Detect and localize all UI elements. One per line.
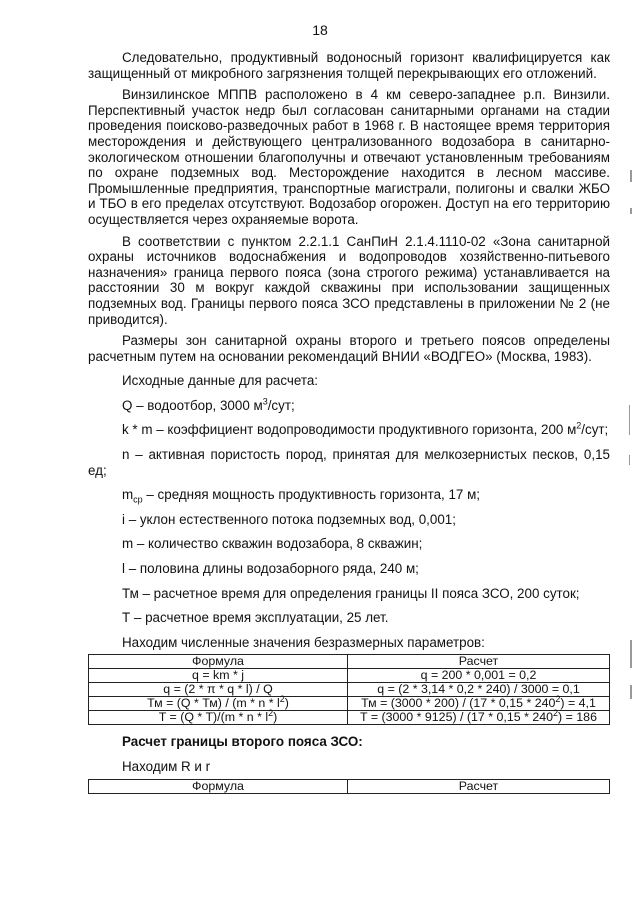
formula-cell: $T = (Q * T)/(m * n * l^2)$ (89, 711, 348, 725)
scan-mark (629, 455, 630, 465)
param-n: n – активная пористость пород, принятая для мелкозернистых песков, 0,15 ед; (88, 447, 610, 478)
formula-cell: Тм = (Q * Тм) / (m * n * $l^2$) (89, 697, 348, 711)
section-heading: Расчет границы второго пояса ЗСО: (122, 734, 363, 750)
scan-mark (630, 685, 632, 699)
r-calculation-table (88, 779, 610, 794)
header-formula: Формула (89, 779, 348, 793)
scan-mark (630, 640, 632, 668)
calculation-cell: Тм = $(3000 * 200) / (17 * 0,15 * 240^2) = 4,1$ (348, 697, 610, 711)
table-row (89, 669, 610, 683)
table-row (89, 711, 610, 725)
parameters-table (88, 654, 610, 725)
table-row (89, 683, 610, 697)
scan-mark (630, 170, 632, 182)
calculation-cell: q = (2 * 3,14 * 0,2 * 240) / 3000 = 0,1 (348, 683, 610, 697)
table-intro: Находим численные значения безразмерных параметров: (122, 634, 485, 650)
table-header-row (89, 655, 610, 669)
paragraph-protection: Следовательно, продуктивный водоносный горизонт квалифицируется как защищенный от микробного загрязнения толщей перекрывающих его отложений. (88, 50, 610, 81)
formula-cell: q = km * j (89, 669, 348, 683)
param-tm: Тм – расчетное время для определения границы II пояса ЗСО, 200 суток; (122, 585, 580, 601)
header-calculation: Расчет (348, 779, 610, 793)
header-formula: Формула (89, 655, 348, 669)
find-r-paragraph: Находим R и r (122, 759, 211, 774)
param-t: Т – расчетное время эксплуатации, 25 лет. (122, 610, 389, 626)
param-i: i – уклон естественного потока подземных вод, 0,001; (122, 511, 456, 527)
formula-cell: q = (2 * π * q * l) / Q (89, 683, 348, 697)
param-q: Q – водоотбор, 3000 $м^3$/сут; (122, 396, 295, 413)
page-content (88, 50, 610, 794)
table-header-row (89, 779, 610, 793)
page-number: 18 (312, 22, 328, 38)
scan-mark (630, 208, 632, 214)
header-calculation: Расчет (348, 655, 610, 669)
param-m: m – количество скважин водозабора, 8 скважин; (122, 536, 423, 552)
param-mcp: $m_{ср}$ – средняя мощность продуктивность горизонта, 17 м; (122, 487, 480, 505)
scan-mark (629, 405, 630, 435)
calculation-cell: $T = (3000 * 9125) / (17 * 0,15 * 240^2) = 186$ (348, 711, 610, 725)
table-row (89, 697, 610, 711)
param-l: l – половина длины водозаборного ряда, 240 м; (122, 561, 419, 577)
paragraph-input-data: Исходные данные для расчета: (122, 373, 319, 389)
paragraph-sanpin: В соответствии с пунктом 2.2.1.1 СанПиН 2.1.4.1110-02 «Зона санитарной охраны источников водоснабжения и водопроводов хозяйственно-питьевого назначения» граница первого пояса (зона строгого режима) устанавливается на расстоянии 30 м вокруг каждой скважины при использовании защищенных подземных вод. Границы первого пояса ЗСО представлены в приложении № 2 (не приводится). (88, 233, 610, 327)
paragraph-zone-sizes: Размеры зон санитарной охраны второго и третьего поясов определены расчетным путем на основании рекомендаций ВНИИ «ВОДГЕО» (Москва, 1983). (88, 333, 610, 364)
calculation-cell: q = 200 * 0,001 = 0,2 (348, 669, 610, 683)
param-km: k * m – коэффициент водопроводимости продуктивного горизонта, 200 $м^2$/сут; (122, 421, 609, 438)
paragraph-location: Винзилинское МППВ расположено в 4 км северо-западнее р.п. Винзили. Перспективный участок недр был согласован санитарными органами на стадии проведения поисково-разведочных работ в 1968 г. В настоящее время территория месторождения и действующего централизованного водозабора в санитарно-экологическом отношении благополучны и отвечают установленным требованиям по охране подземных вод. Месторождение находится в лесном массиве. Промышленные предприятия, транспортные магистрали, полигоны и свалки ЖБО и ТБО в его пределах отсутствуют. Водозабор огорожен. Доступ на его территорию осуществляется через охраняемые ворота. (88, 87, 610, 227)
